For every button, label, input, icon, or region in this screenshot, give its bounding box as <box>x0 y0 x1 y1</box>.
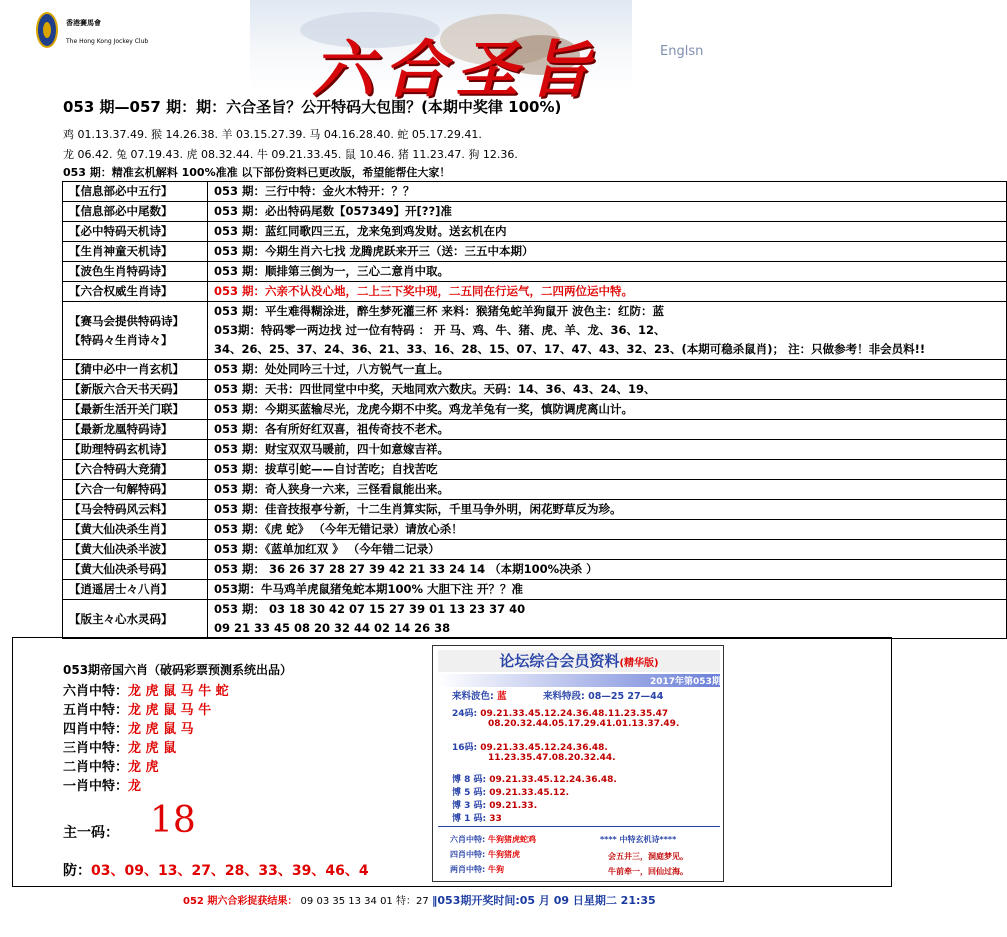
row-label: 【黄大仙决杀半波】 <box>63 540 208 560</box>
row-value <box>208 520 1007 540</box>
row-label-line: 【特码々生肖诗々】 <box>69 332 173 347</box>
row-value-line: 053 期：天书：四世同堂中中奖，天地同欢六数庆。天码：14、36、43、24、19、 <box>214 382 656 396</box>
card-foot-2: 四肖中特: 牛狗猪虎 <box>450 850 520 859</box>
notice-line: 053 期：精准玄机解料 100%准准 以下部份资料已更改版，希望能帮住大家！ <box>63 166 451 179</box>
table-row <box>63 560 1007 580</box>
table-row <box>63 282 1007 302</box>
logo-mark-icon <box>43 22 51 38</box>
row-value-line: 053 期：蓝红同歌四三五，龙来兔到鸡发财。送玄机在内 <box>214 224 507 238</box>
row-label-line: 【赛马会提供特码诗】 <box>69 313 184 328</box>
row-value <box>208 600 1007 639</box>
table-row <box>63 440 1007 460</box>
row-value-line: 053期：牛马鸡羊虎鼠猪兔蛇本期100% 大胆下注 开？？准 <box>214 582 524 596</box>
row-value-line: 34、26、25、37、24、36、21、33、16、28、15、07、17、47、43、32、23、(本期可稳杀鼠肖)； 注：只做参考！非会员料!! <box>214 342 926 356</box>
row-label: 【逍遥居士々八肖】 <box>63 580 208 600</box>
row-value-line: 053 期：各有所好红双喜，祖传奇技不老术。 <box>214 422 450 436</box>
card-foot-1: 六肖中特: 牛狗猪虎蛇鸡 <box>450 835 536 844</box>
row-value-line: 053 期： 03 18 30 42 07 15 27 39 01 13 23 37 40 <box>214 602 526 616</box>
row-value-line: 053 期：顺排第三倒为一，三心二意肖中取。 <box>214 264 450 278</box>
level-row: 三肖中特：龙 虎 鼠 <box>63 741 177 756</box>
table-row <box>63 360 1007 380</box>
defense-line: 防：03、09、13、27、28、33、39、46、4 <box>63 863 369 879</box>
table-row <box>63 480 1007 500</box>
row-label: 【六合权威生肖诗】 <box>63 282 208 302</box>
row-value <box>208 282 1007 302</box>
table-row <box>63 600 1007 639</box>
banner-title: 六合圣旨 <box>312 33 601 106</box>
row-value <box>208 460 1007 480</box>
table-row <box>63 202 1007 222</box>
table-row <box>63 400 1007 420</box>
row-label: 【信息部必中五行】 <box>63 182 208 202</box>
row-value <box>208 420 1007 440</box>
row-label: 【波色生肖特码诗】 <box>63 262 208 282</box>
result-numbers: 09 03 35 13 34 01 特：27 <box>300 896 429 907</box>
row-value <box>208 242 1007 262</box>
card-foot-2-right: 会五井三，洞庭梦见。 <box>608 852 688 861</box>
card-bo1-row: 博 1 码: 33 <box>452 814 502 824</box>
row-value <box>208 580 1007 600</box>
row-value <box>208 560 1007 580</box>
row-value <box>208 440 1007 460</box>
row-label: 【黄大仙决杀生肖】 <box>63 520 208 540</box>
table-row <box>63 302 1007 360</box>
row-label: 【新版六合天书天码】 <box>63 380 208 400</box>
table-row <box>63 540 1007 560</box>
table-row <box>63 580 1007 600</box>
row-label <box>63 302 208 360</box>
row-value <box>208 262 1007 282</box>
card-bo5-row: 博 5 码: 09.21.33.45.12. <box>452 788 569 798</box>
row-label: 【六合一句解特码】 <box>63 480 208 500</box>
zodiac-numbers-line-1: 鸡 01.13.37.49. 猴 14.26.38. 羊 03.15.27.39. 马 04.16.28.40. 蛇 05.17.29.41. <box>63 128 482 141</box>
row-value <box>208 360 1007 380</box>
card-24-row-b: 08.20.32.44.05.17.29.41.01.13.37.49. <box>488 719 680 729</box>
row-value-line: 053 期：六亲不认没心地，二上三下奖中现，二五同在行运气，二四两位运中特。 <box>214 284 634 298</box>
row-value-line: 053 期：《蓝单加红双 》 （今年错二记录） <box>214 542 440 556</box>
row-value <box>208 202 1007 222</box>
row-value-line: 053 期： 36 26 37 28 27 39 42 21 33 24 14 （本期100%决杀 ） <box>214 562 598 576</box>
row-value <box>208 500 1007 520</box>
row-value-line: 053 期：必出特码尾数【057349】开[??]准 <box>214 204 452 218</box>
row-value <box>208 380 1007 400</box>
card-16-row-b: 11.23.35.47.08.20.32.44. <box>488 753 616 763</box>
table-row <box>63 520 1007 540</box>
row-label: 【最新生活开关门联】 <box>63 400 208 420</box>
row-label: 【助理特码玄机诗】 <box>63 440 208 460</box>
level-row: 五肖中特：龙 虎 鼠 马 牛 <box>63 703 212 718</box>
card-issue: 2017年第053期 <box>650 677 721 687</box>
row-label: 【最新龙凰特码诗】 <box>63 420 208 440</box>
level-row: 四肖中特：龙 虎 鼠 马 <box>63 722 194 737</box>
row-label: 【生肖神童天机诗】 <box>63 242 208 262</box>
table-row <box>63 460 1007 480</box>
club-name-cn: 香港賽馬會 <box>66 19 101 27</box>
card-foot-1-right: **** 中特玄机诗**** <box>600 835 677 844</box>
card-wave-row: 来料波色: 蓝 来料特段: 08—25 27—44 <box>452 691 664 702</box>
six-zodiac-title: 053期帝国六肖（破码彩票预测系统出品） <box>63 663 293 677</box>
row-value <box>208 480 1007 500</box>
card-bo3-row: 博 3 码: 09.21.33. <box>452 801 538 811</box>
draw-time: ‖053期开奖时间:05 月 09 日星期二 21:35 <box>431 894 656 907</box>
club-name-en: The Hong Kong Jockey Club <box>66 38 149 45</box>
row-value-line: 053 期：财宝双双马暖前，四十如意嫁吉祥。 <box>214 442 450 456</box>
main-code-label: 主一码： <box>63 825 119 841</box>
table-row <box>63 500 1007 520</box>
row-value-line: 053 期：平生难得糊涂进，醉生梦死灌三杯 来料：猴猪兔蛇羊狗鼠开 波色主：红防：蓝 <box>214 304 665 318</box>
card-16-row: 16码: 09.21.33.45.12.24.36.48. <box>452 743 608 753</box>
row-value <box>208 222 1007 242</box>
card-divider <box>438 826 720 827</box>
row-label: 【必中特码天机诗】 <box>63 222 208 242</box>
main-code-value: 18 <box>150 800 196 841</box>
row-value-line: 053 期：《虎 蛇》 （今年无错记录）请放心杀！ <box>214 522 463 536</box>
row-label: 【信息部必中尾数】 <box>63 202 208 222</box>
row-value <box>208 182 1007 202</box>
table-row <box>63 262 1007 282</box>
card-24-row: 24码: 09.21.33.45.12.24.36.48.11.23.35.47 <box>452 709 669 719</box>
row-label: 【六合特码大竞猜】 <box>63 460 208 480</box>
row-label: 【猜中必中一肖玄机】 <box>63 360 208 380</box>
table-row <box>63 380 1007 400</box>
row-value-line: 053 期：三行中特：金火木特开：？？ <box>214 184 415 198</box>
row-value-line: 053期：特码零一两边找 过一位有特码 ： 开 马、鸡、牛、猪、虎、羊、龙、36、12、 <box>214 323 666 337</box>
row-value-line: 053 期：今期买蓝输尽光，龙虎今期不中奖。鸡龙羊兔有一奖，慎防调虎离山计。 <box>214 402 634 416</box>
card-title: 论坛综合会员资料(精华版) <box>438 650 720 672</box>
card-foot-3: 两肖中特: 牛狗 <box>450 865 504 874</box>
row-value <box>208 302 1007 360</box>
predictions-table <box>62 181 1007 639</box>
table-row <box>63 242 1007 262</box>
result-line <box>183 892 656 908</box>
row-value-line: 053 期：奇人狭身一六来，三怪看鼠能出来。 <box>214 482 450 496</box>
row-label: 【黄大仙决杀号码】 <box>63 560 208 580</box>
row-label: 【版主々心水灵码】 <box>63 600 208 639</box>
level-row: 一肖中特：龙 <box>63 779 142 794</box>
row-value-line: 09 21 33 45 08 20 32 44 02 14 26 38 <box>214 621 451 635</box>
page-headline: 053 期—057 期：期：六合圣旨？公开特码大包围？(本期中奖律 100%) <box>63 98 562 116</box>
card-foot-3-right: 牛前牵一，回仙过海。 <box>608 867 688 876</box>
level-row: 二肖中特：龙 虎 <box>63 760 159 775</box>
row-value-line: 053 期：拔草引蛇——自讨苦吃；自找苦吃 <box>214 462 438 476</box>
row-value-line: 053 期：今期生肖六七找 龙腾虎跃来开三（送：三五中本期） <box>214 244 534 258</box>
table-row <box>63 420 1007 440</box>
card-bo8-row: 博 8 码: 09.21.33.45.12.24.36.48. <box>452 775 617 785</box>
row-label: 【马会特码风云料】 <box>63 500 208 520</box>
row-value-line: 053 期：佳音技报亭兮新，十二生肖算实际，千里马争外明，闲花野草反为珍。 <box>214 502 622 516</box>
table-row <box>63 222 1007 242</box>
zodiac-numbers-line-2: 龙 06.42. 兔 07.19.43. 虎 08.32.44. 牛 09.21.33.45. 鼠 10.46. 猪 11.23.47. 狗 12.36. <box>63 148 518 161</box>
result-prefix: 052 期六合彩捉获结果： <box>183 896 298 907</box>
row-value-line: 053 期：处处同吟三十过，八方锐气一直上。 <box>214 362 450 376</box>
row-value <box>208 400 1007 420</box>
row-value <box>208 540 1007 560</box>
english-link[interactable]: Englsn <box>660 44 704 59</box>
table-row <box>63 182 1007 202</box>
level-row: 六肖中特：龙 虎 鼠 马 牛 蛇 <box>63 684 229 699</box>
